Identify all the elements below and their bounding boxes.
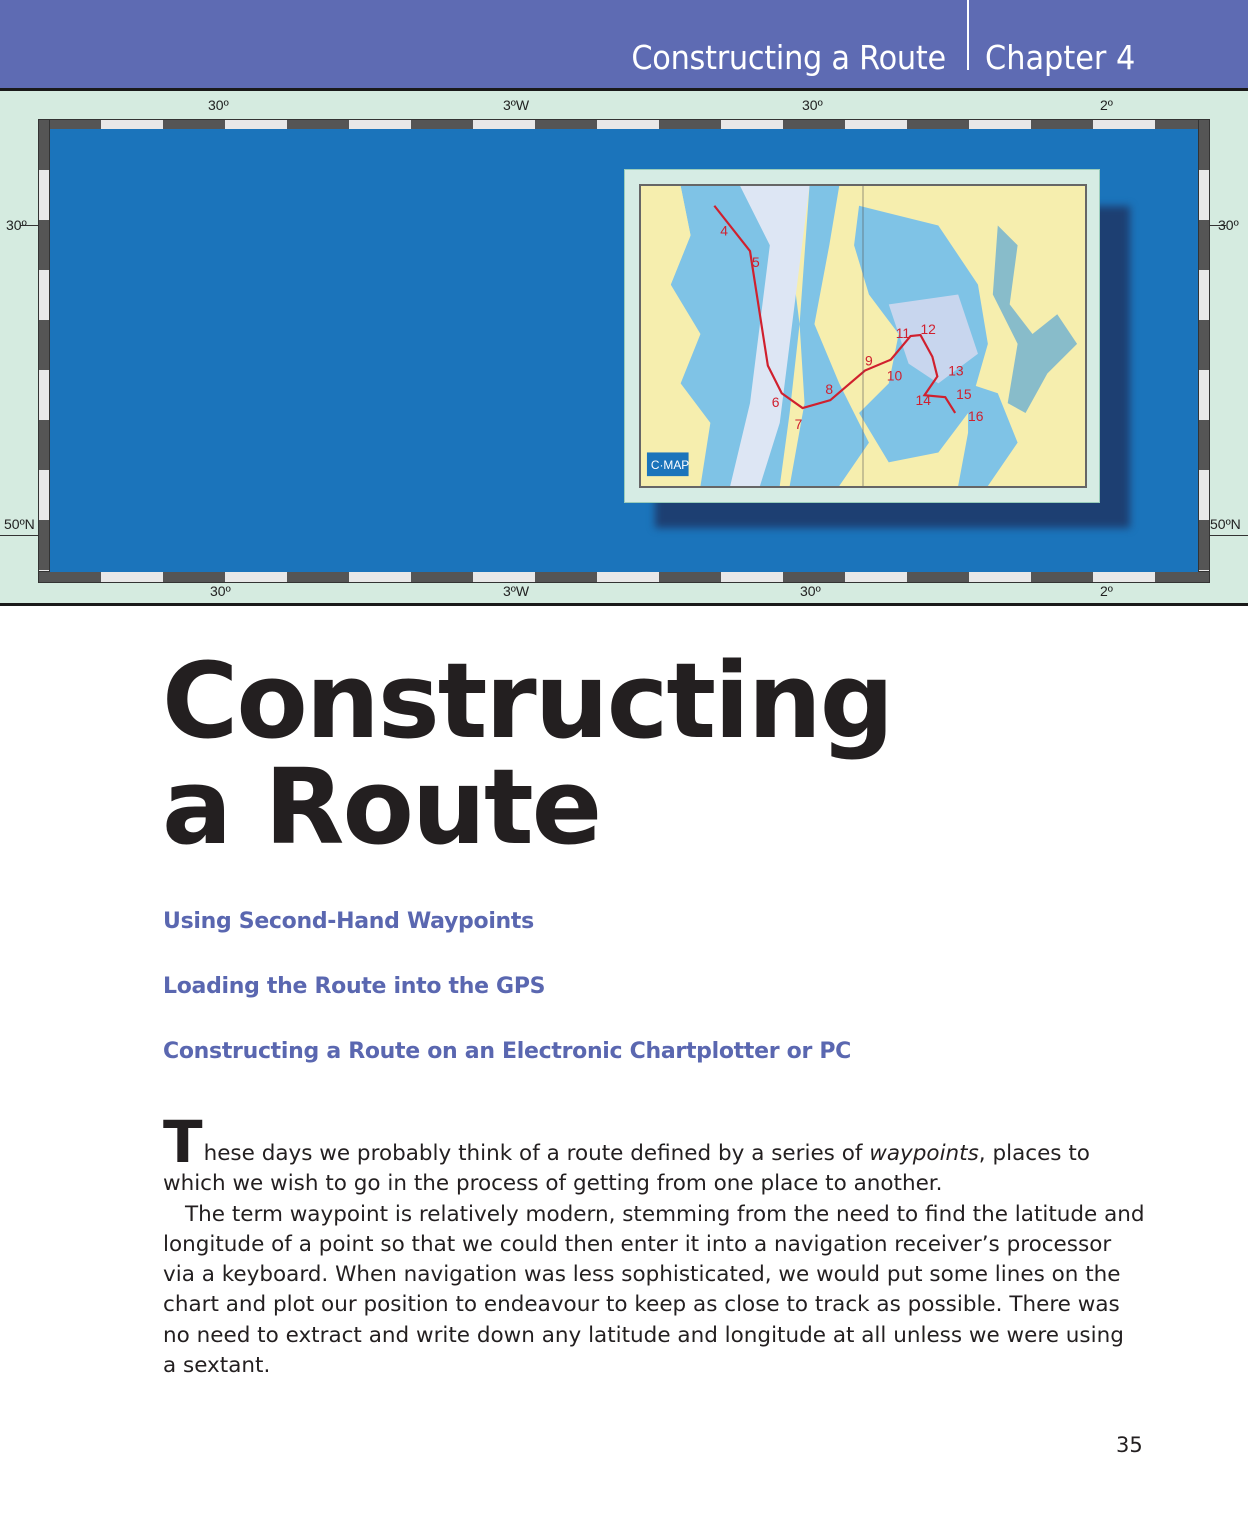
svg-text:12: 12 (920, 321, 936, 338)
svg-text:16: 16 (968, 407, 984, 424)
text-run: hese days we probably think of a route defined by a series of (203, 1141, 870, 1166)
svg-text:5: 5 (752, 253, 760, 270)
chapter-section-list (163, 906, 851, 1101)
tick-mark (0, 535, 38, 536)
chapter-title (162, 640, 893, 868)
bottom-tick-label: 30º (800, 583, 821, 599)
inset-nautical-chart (624, 169, 1100, 503)
paragraph-2-line: longitude of a point so that we could then enter it into a navigation receiver’s processor (163, 1231, 1112, 1257)
svg-text:9: 9 (864, 352, 873, 369)
section-heading: Constructing a Route on an Electronic Chartplotter or PC (163, 1039, 852, 1064)
paragraph-1-line-2: which we wish to go in the process of getting from one place to another. (163, 1171, 943, 1197)
svg-text:15: 15 (956, 386, 972, 403)
right-tick-label: 30º (1218, 217, 1239, 233)
latlong-scale-left (38, 119, 50, 583)
latlong-scale-bottom (38, 571, 1210, 583)
svg-text:8: 8 (825, 381, 834, 398)
svg-text:6: 6 (771, 394, 780, 411)
section-heading: Loading the Route into the GPS (163, 974, 546, 999)
svg-text:11: 11 (895, 325, 911, 341)
top-tick-label: 30º (802, 97, 823, 113)
chapter-header-band (0, 0, 1248, 88)
paragraph-2-line: chart and plot our position to endeavour to keep as close to track as possible. There was (163, 1292, 1120, 1318)
drop-cap: T (163, 1108, 203, 1176)
top-tick-label: 30º (208, 97, 229, 113)
svg-text:7: 7 (794, 415, 803, 432)
page-number: 35 (1116, 1433, 1143, 1457)
bottom-tick-label: 3ºW (503, 583, 530, 599)
header-divider (967, 0, 969, 70)
section-heading: Using Second-Hand Waypoints (163, 909, 534, 934)
paragraph-2-line: no need to extract and write down any latitude and longitude at all unless we were using (163, 1322, 1124, 1348)
body-text (163, 1108, 1145, 1381)
svg-text:10: 10 (886, 367, 903, 384)
chapter-title-line-2: a Route (162, 746, 601, 868)
top-tick-label: 3ºW (503, 97, 530, 113)
left-tick-label: 30º (6, 217, 27, 233)
bottom-tick-label: 2º (1100, 583, 1113, 599)
svg-text:4: 4 (720, 222, 729, 239)
paragraph-2-line: a sextant. (163, 1353, 271, 1379)
latlong-scale-right (1198, 119, 1210, 583)
svg-text:C·MAP: C·MAP (650, 458, 690, 473)
chapter-label: Chapter 4 (985, 38, 1136, 77)
paragraph-2-line: via a keyboard. When navigation was less sophisticated, we would put some lines on the (163, 1262, 1121, 1288)
chapter-title-line-1: Constructing (162, 640, 893, 762)
svg-text:14: 14 (915, 392, 931, 409)
svg-text:13: 13 (948, 362, 964, 379)
text-run: , places to (978, 1141, 1090, 1166)
paragraph-1-line-1 (163, 1108, 1143, 1176)
right-tick-label: 50ºN (1210, 516, 1241, 532)
bottom-tick-label: 30º (210, 583, 231, 599)
route-map-graphic (641, 186, 1085, 486)
chart-banner-image (0, 88, 1248, 606)
paragraph-2-line: The term waypoint is relatively modern, stemming from the need to find the latitude and (185, 1201, 1145, 1227)
top-tick-label: 2º (1100, 97, 1113, 113)
left-tick-label: 50ºN (4, 516, 35, 532)
tick-mark (1210, 535, 1248, 536)
nautical-chart-map (639, 184, 1087, 488)
running-title: Constructing a Route (631, 38, 946, 77)
emphasis-waypoints: waypoints (869, 1141, 979, 1166)
